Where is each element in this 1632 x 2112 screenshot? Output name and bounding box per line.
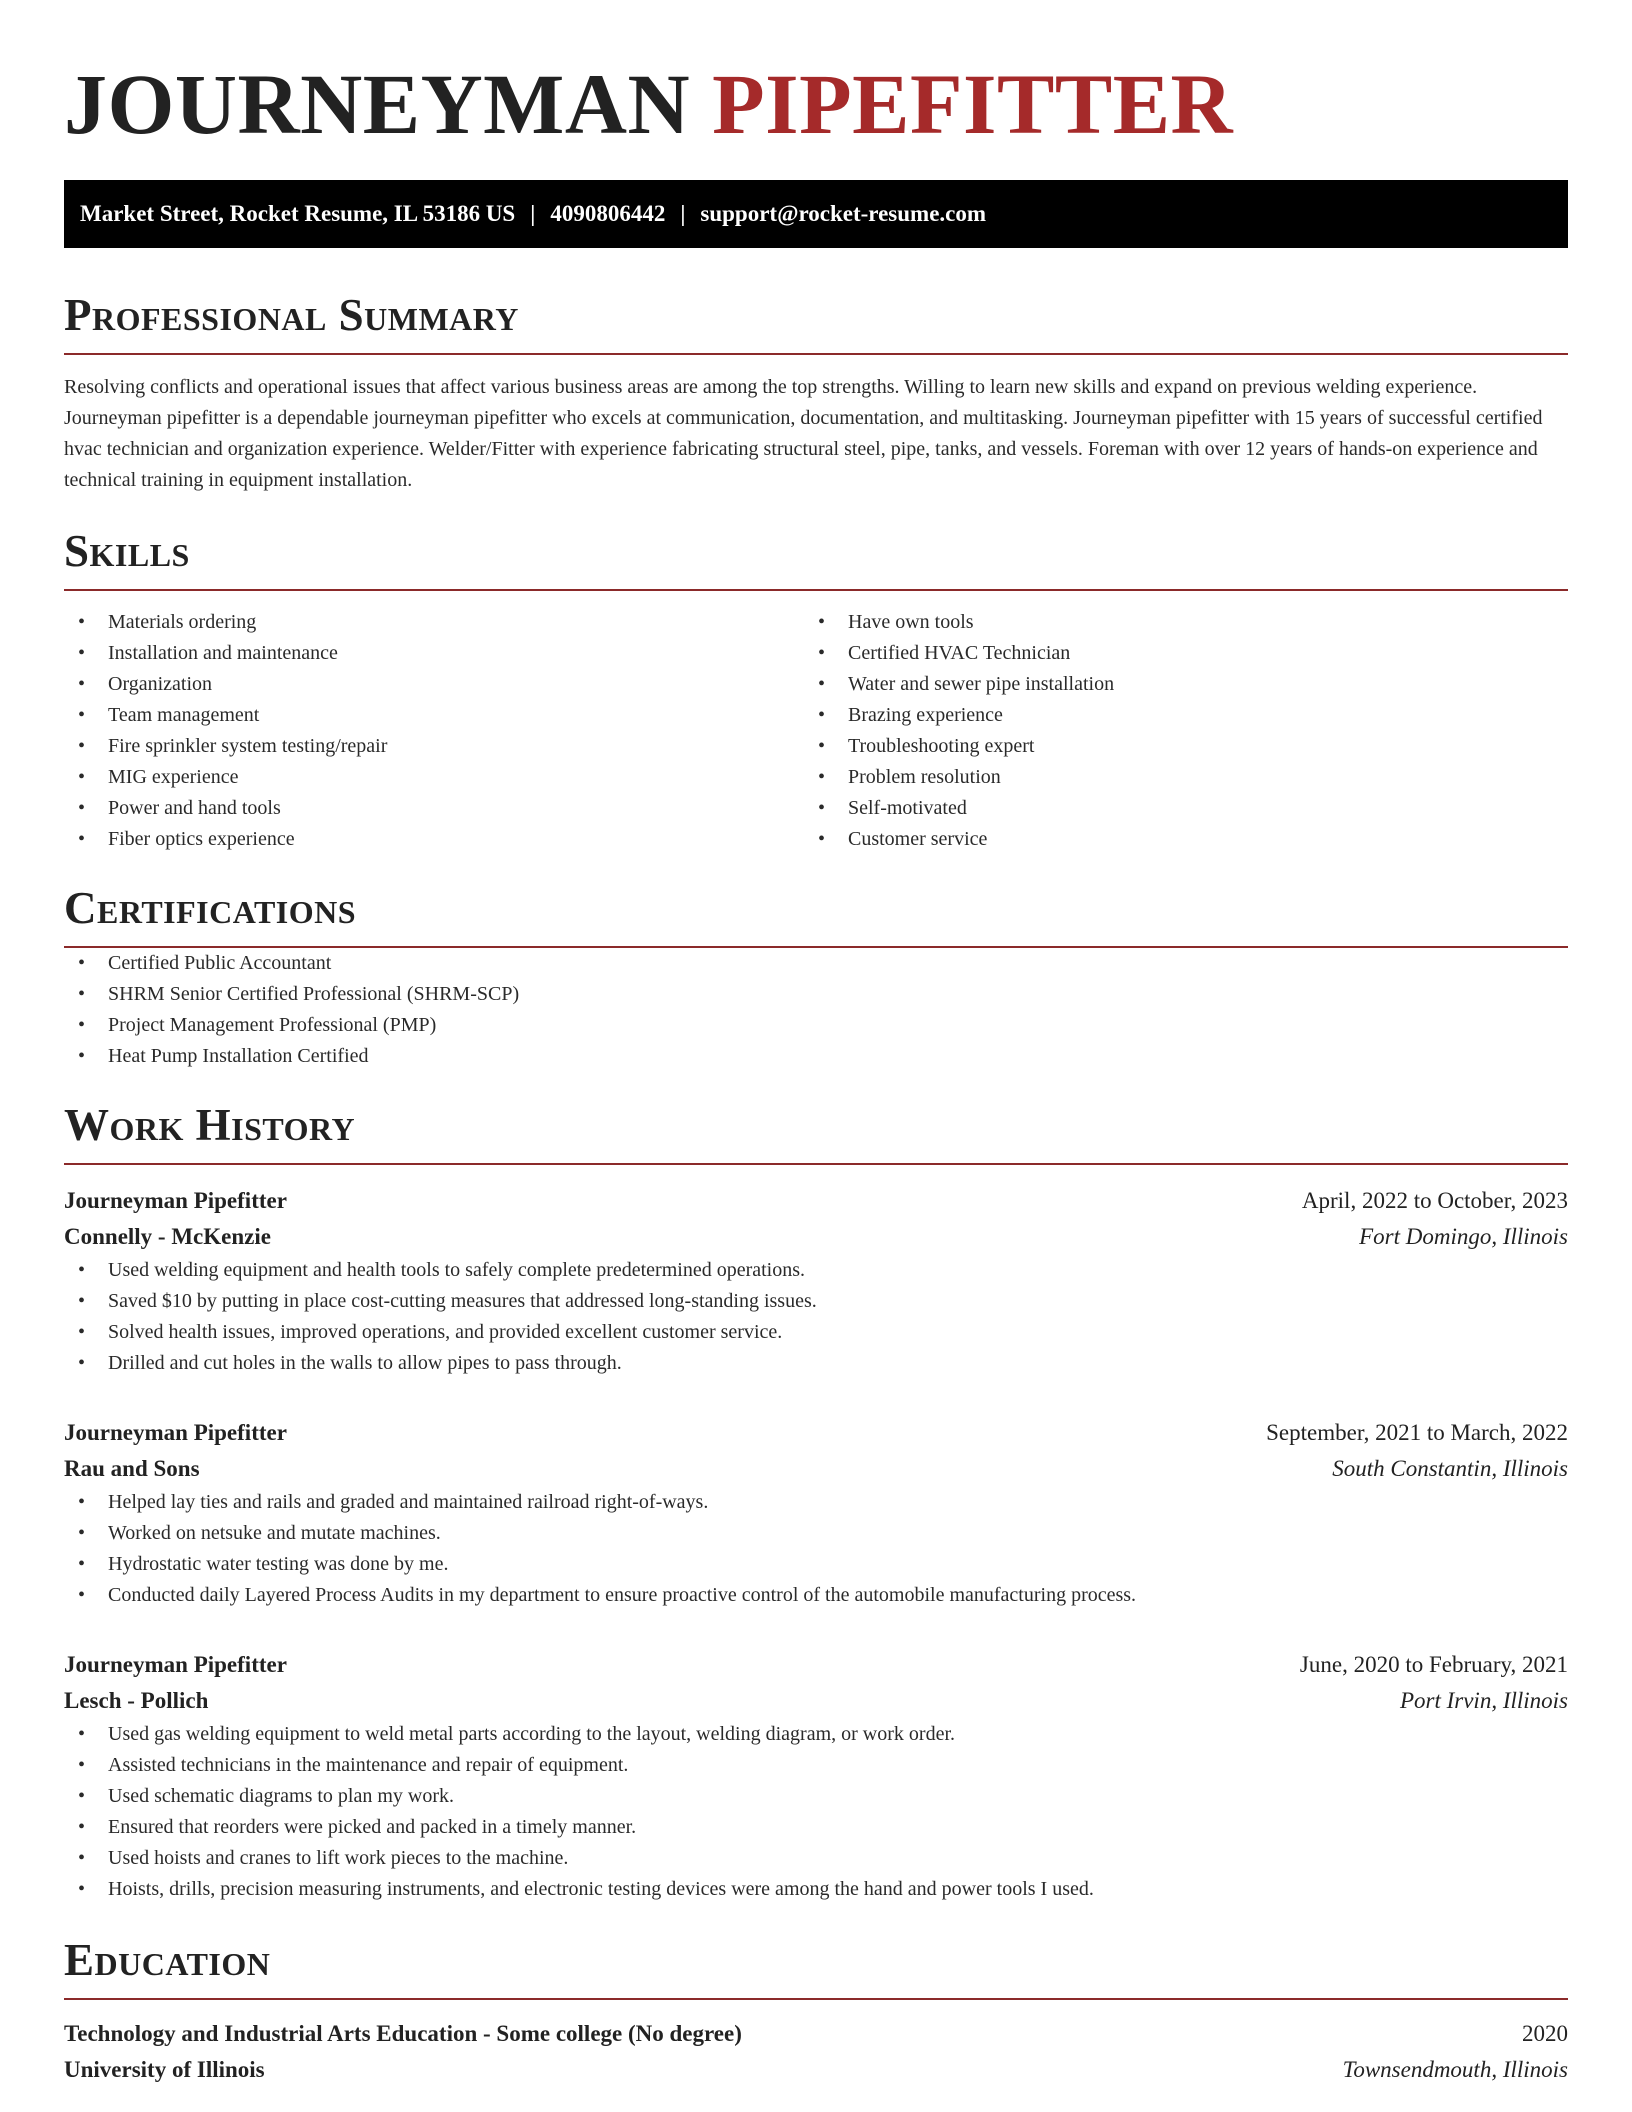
certifications-list bbox=[64, 948, 1568, 1072]
contact-address: Market Street, Rocket Resume, IL 53186 US bbox=[80, 201, 516, 226]
job-title: Journeyman Pipefitter bbox=[64, 1188, 287, 1213]
summary-section bbox=[64, 290, 1568, 496]
contact-bar bbox=[64, 180, 1568, 248]
education-degree: Technology and Industrial Arts Education - Some college (No degree) bbox=[64, 2021, 742, 2046]
job-header-row bbox=[64, 1415, 1568, 1451]
skill-item: • Brazing experience bbox=[804, 700, 1544, 731]
skill-item: • Power and hand tools bbox=[64, 793, 804, 824]
education-header-row bbox=[64, 2016, 1568, 2052]
skill-item: • Have own tools bbox=[804, 607, 1544, 638]
certification-item: • Heat Pump Installation Certified bbox=[64, 1041, 1568, 1072]
job-company-row bbox=[64, 1683, 1568, 1719]
skill-item: • Materials ordering bbox=[64, 607, 804, 638]
job-bullet: • Used welding equipment and health tools to safely complete predetermined operations. bbox=[64, 1255, 1568, 1286]
job-header-row bbox=[64, 1183, 1568, 1219]
job-bullet: • Assisted technicians in the maintenance and repair of equipment. bbox=[64, 1750, 1568, 1781]
job-bullet: • Hoists, drills, precision measuring instruments, and electronic testing devices were among the hand and power tools I used. bbox=[64, 1874, 1568, 1905]
contact-separator: | bbox=[680, 201, 686, 226]
section-divider bbox=[64, 1163, 1568, 1165]
contact-separator: | bbox=[530, 201, 536, 226]
job-location: South Constantin, Illinois bbox=[1332, 1456, 1568, 1481]
job-company-row bbox=[64, 1219, 1568, 1255]
skill-item: • MIG experience bbox=[64, 762, 804, 793]
section-divider bbox=[64, 1998, 1568, 2000]
skills-grid bbox=[64, 607, 1568, 855]
candidate-name bbox=[64, 58, 1568, 150]
job-title: Journeyman Pipefitter bbox=[64, 1420, 287, 1445]
section-divider bbox=[64, 353, 1568, 355]
skills-list-right bbox=[804, 607, 1544, 855]
job-entry bbox=[64, 1647, 1568, 1905]
job-company: Rau and Sons bbox=[64, 1456, 200, 1481]
job-bullets bbox=[64, 1719, 1568, 1905]
last-name: PIPEFITTER bbox=[712, 56, 1234, 152]
job-title: Journeyman Pipefitter bbox=[64, 1652, 287, 1677]
job-bullet: • Used schematic diagrams to plan my work. bbox=[64, 1781, 1568, 1812]
skill-item: • Troubleshooting expert bbox=[804, 731, 1544, 762]
skill-item: • Fiber optics experience bbox=[64, 824, 804, 855]
job-bullet: • Ensured that reorders were picked and packed in a timely manner. bbox=[64, 1812, 1568, 1843]
job-bullet: • Saved $10 by putting in place cost-cutting measures that addressed long-standing issues. bbox=[64, 1286, 1568, 1317]
job-location: Port Irvin, Illinois bbox=[1399, 1688, 1568, 1713]
job-bullet: • Used gas welding equipment to weld metal parts according to the layout, welding diagram, or work order. bbox=[64, 1719, 1568, 1750]
education-school: University of Illinois bbox=[64, 2057, 265, 2082]
education-year: 2020 bbox=[1522, 2021, 1568, 2046]
skill-item: • Customer service bbox=[804, 824, 1544, 855]
job-company: Lesch - Pollich bbox=[64, 1688, 209, 1713]
job-bullets bbox=[64, 1255, 1568, 1379]
job-entry bbox=[64, 1183, 1568, 1379]
certification-item: • Project Management Professional (PMP) bbox=[64, 1010, 1568, 1041]
skills-section bbox=[64, 526, 1568, 855]
section-divider bbox=[64, 589, 1568, 591]
summary-text: Resolving conflicts and operational issues that affect various business areas are among the top strengths. Willing to learn new skills and expand on previous welding experience. Journeyman pipefitter is a dependable journeyman pipefitter who excels at communication, documentation, and multitasking. Journeyman pipefitter with 15 years of successful certified hvac technician and organization experience. Welder/Fitter with experience fabricating structural steel, pipe, tanks, and vessels. Foreman with over 12 years of hands-on experience and technical training in equipment installation. bbox=[64, 376, 1543, 491]
skill-item: • Installation and maintenance bbox=[64, 638, 804, 669]
education-heading: Education bbox=[64, 1935, 271, 1985]
summary-heading: Professional Summary bbox=[64, 290, 519, 340]
skills-list-left bbox=[64, 607, 804, 855]
skill-item: • Fire sprinkler system testing/repair bbox=[64, 731, 804, 762]
first-name: JOURNEYMAN bbox=[64, 56, 691, 152]
work-history-section bbox=[64, 1100, 1568, 1905]
certification-item: • SHRM Senior Certified Professional (SHRM-SCP) bbox=[64, 979, 1568, 1010]
job-bullet: • Solved health issues, improved operations, and provided excellent customer service. bbox=[64, 1317, 1568, 1348]
job-bullet: • Drilled and cut holes in the walls to allow pipes to pass through. bbox=[64, 1348, 1568, 1379]
contact-phone: 4090806442 bbox=[550, 201, 666, 226]
skill-item: • Organization bbox=[64, 669, 804, 700]
job-bullet: • Used hoists and cranes to lift work pieces to the machine. bbox=[64, 1843, 1568, 1874]
certifications-section bbox=[64, 883, 1568, 1072]
job-bullet: • Helped lay ties and rails and graded and maintained railroad right-of-ways. bbox=[64, 1487, 1568, 1518]
work-history-heading: Work History bbox=[64, 1100, 356, 1150]
job-location: Fort Domingo, Illinois bbox=[1359, 1224, 1568, 1249]
job-dates: April, 2022 to October, 2023 bbox=[1301, 1188, 1568, 1213]
skills-heading: Skills bbox=[64, 526, 190, 576]
skill-item: • Certified HVAC Technician bbox=[804, 638, 1544, 669]
job-company: Connelly - McKenzie bbox=[64, 1224, 271, 1249]
job-bullet: • Worked on netsuke and mutate machines. bbox=[64, 1518, 1568, 1549]
education-location: Townsendmouth, Illinois bbox=[1342, 2057, 1568, 2082]
job-bullet: • Hydrostatic water testing was done by me. bbox=[64, 1549, 1568, 1580]
contact-email: support@rocket-resume.com bbox=[700, 201, 987, 226]
job-bullet: • Conducted daily Layered Process Audits in my department to ensure proactive control of the automobile manufacturing process. bbox=[64, 1580, 1568, 1611]
job-bullets bbox=[64, 1487, 1568, 1611]
education-school-row bbox=[64, 2052, 1568, 2088]
certifications-heading: Certifications bbox=[64, 883, 357, 933]
skill-item: • Self-motivated bbox=[804, 793, 1544, 824]
skill-item: • Water and sewer pipe installation bbox=[804, 669, 1544, 700]
job-dates: June, 2020 to February, 2021 bbox=[1299, 1652, 1568, 1677]
skill-item: • Problem resolution bbox=[804, 762, 1544, 793]
job-dates: September, 2021 to March, 2022 bbox=[1266, 1420, 1568, 1445]
job-company-row bbox=[64, 1451, 1568, 1487]
job-header-row bbox=[64, 1647, 1568, 1683]
education-section bbox=[64, 1935, 1568, 2088]
certification-item: • Certified Public Accountant bbox=[64, 948, 1568, 979]
education-entry bbox=[64, 2016, 1568, 2088]
job-entry bbox=[64, 1415, 1568, 1611]
skill-item: • Team management bbox=[64, 700, 804, 731]
